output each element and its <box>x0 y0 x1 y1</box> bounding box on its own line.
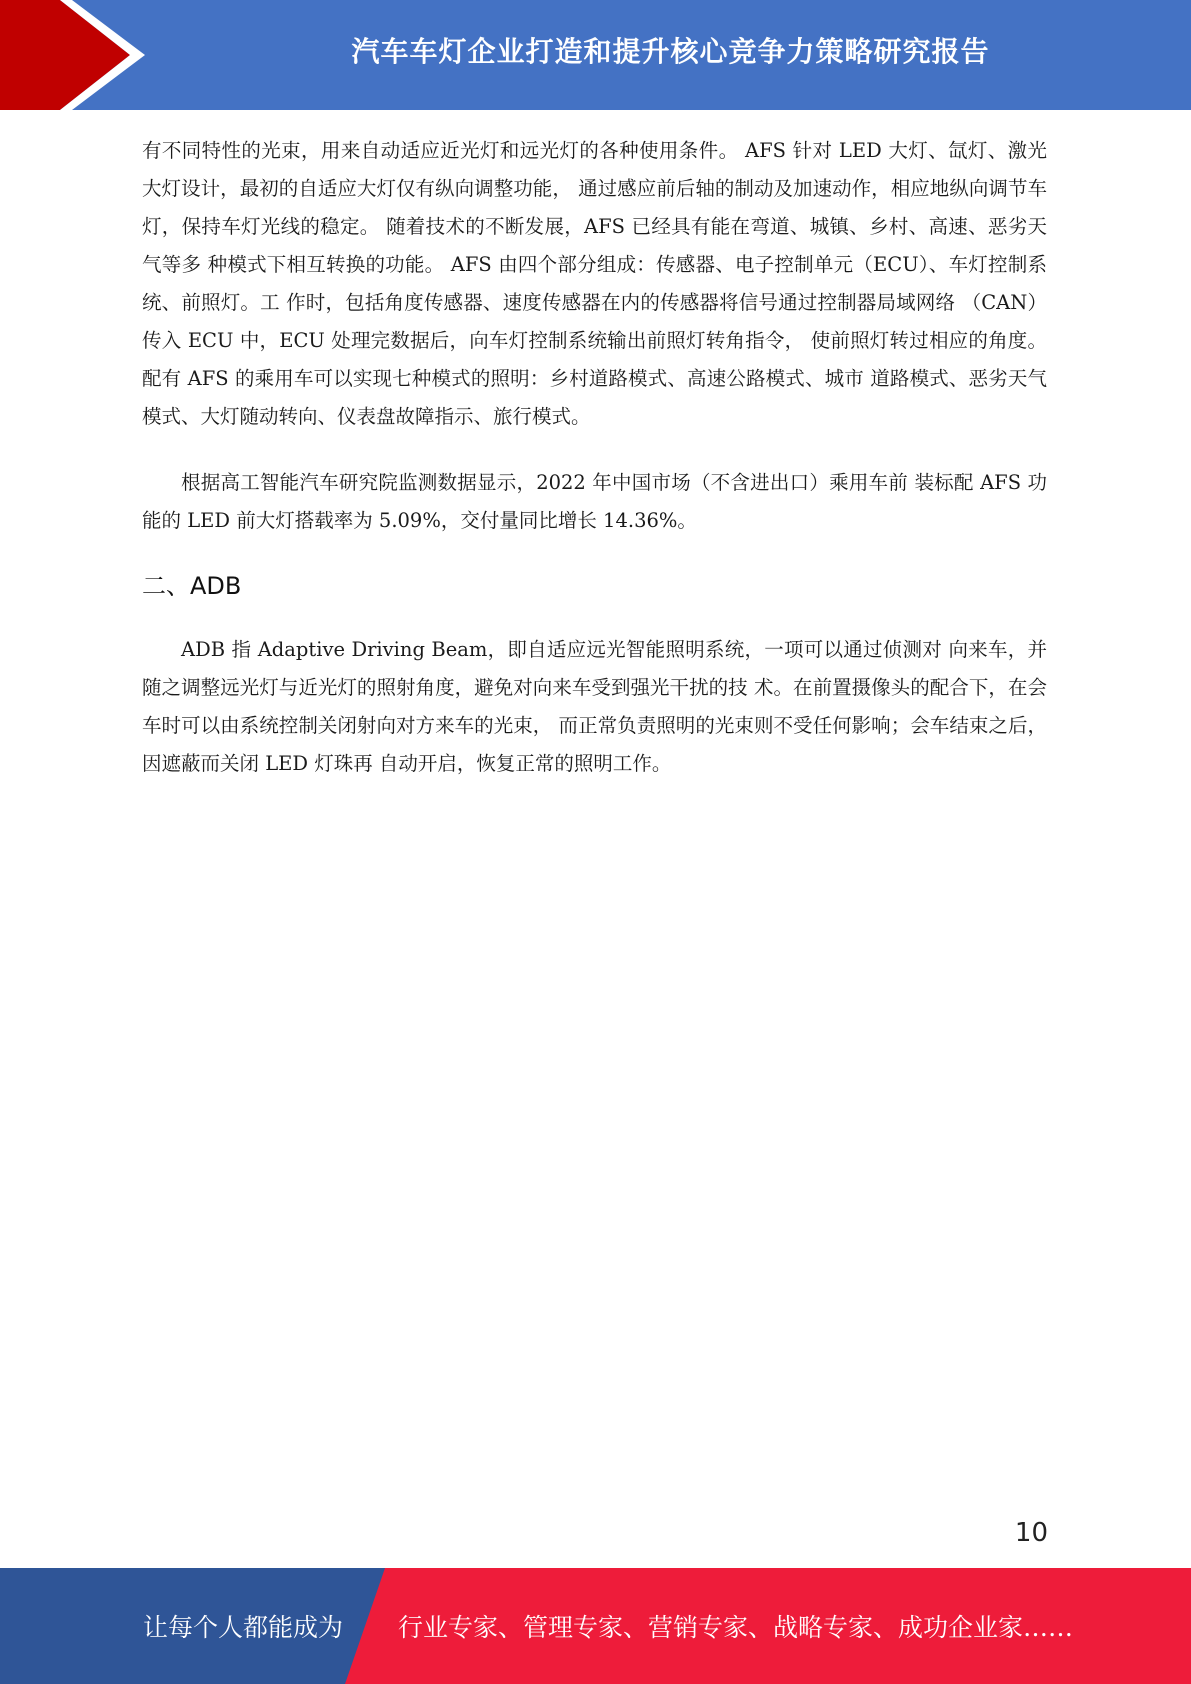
page-footer <box>0 1568 1191 1684</box>
page-header <box>0 0 1191 110</box>
footer-slogan-right: 行业专家、管理专家、营销专家、战略专家、成功企业家…… <box>398 1613 1074 1642</box>
adb-description-paragraph: ADB 指 Adaptive Driving Beam，即自适应远光智能照明系统，一项可以通过侦测对 向来车，并随之调整远光灯与近光灯的照射角度，避免对向来车受到强光干扰的技 术。在前置摄像头的配合下，在会车时可以由系统控制关闭射向对方来车的光束， 而正常负责照明的光束则不受任何影响；会车结束之后，因遮蔽而关闭 LED 灯珠再 自动开启，恢复正常的照明工作。 <box>142 638 1047 775</box>
header-title: 汽车车灯企业打造和提升核心竞争力策略研究报告 <box>351 35 990 68</box>
page-number: 10 <box>1014 1518 1048 1548</box>
section-heading-adb: 二、ADB <box>142 572 242 600</box>
footer-slogan-left: 让每个人都能成为 <box>143 1613 344 1642</box>
afs-description-paragraph: 有不同特性的光束，用来自动适应近光灯和远光灯的各种使用条件。 AFS 针对 LED 大灯、氙灯、激光大灯设计，最初的自适应大灯仅有纵向调整功能， 通过感应前后轴的制动及加速动作，相应地纵向调节车灯，保持车灯光线的稳定。 随着技术的不断发展，AFS 已经具有能在弯道、城镇、乡村、高速、恶劣天气等多 种模式下相互转换的功能。 AFS 由四个部分组成：传感器、电子控制单元（ECU）、车灯控制系统、前照灯。工 作时，包括角度传感器、速度传感器在内的传感器将信号通过控制器局域网络 （CAN）传入 ECU 中，ECU 处理完数据后，向车灯控制系统输出前照灯转角指令， 使前照灯转过相应的角度。 配有 AFS 的乘用车可以实现七种模式的照明：乡村道路模式、高速公路模式、城市 道路模式、恶劣天气模式、大灯随动转向、仪表盘故障指示、旅行模式。 <box>142 139 1047 428</box>
afs-statistics-paragraph: 根据高工智能汽车研究院监测数据显示，2022 年中国市场（不含进出口）乘用车前 装标配 AFS 功能的 LED 前大灯搭载率为 5.09%，交付量同比增长 14.36%。 <box>142 471 1047 532</box>
document-body <box>142 132 1047 783</box>
header-arrow-decoration <box>0 0 160 110</box>
